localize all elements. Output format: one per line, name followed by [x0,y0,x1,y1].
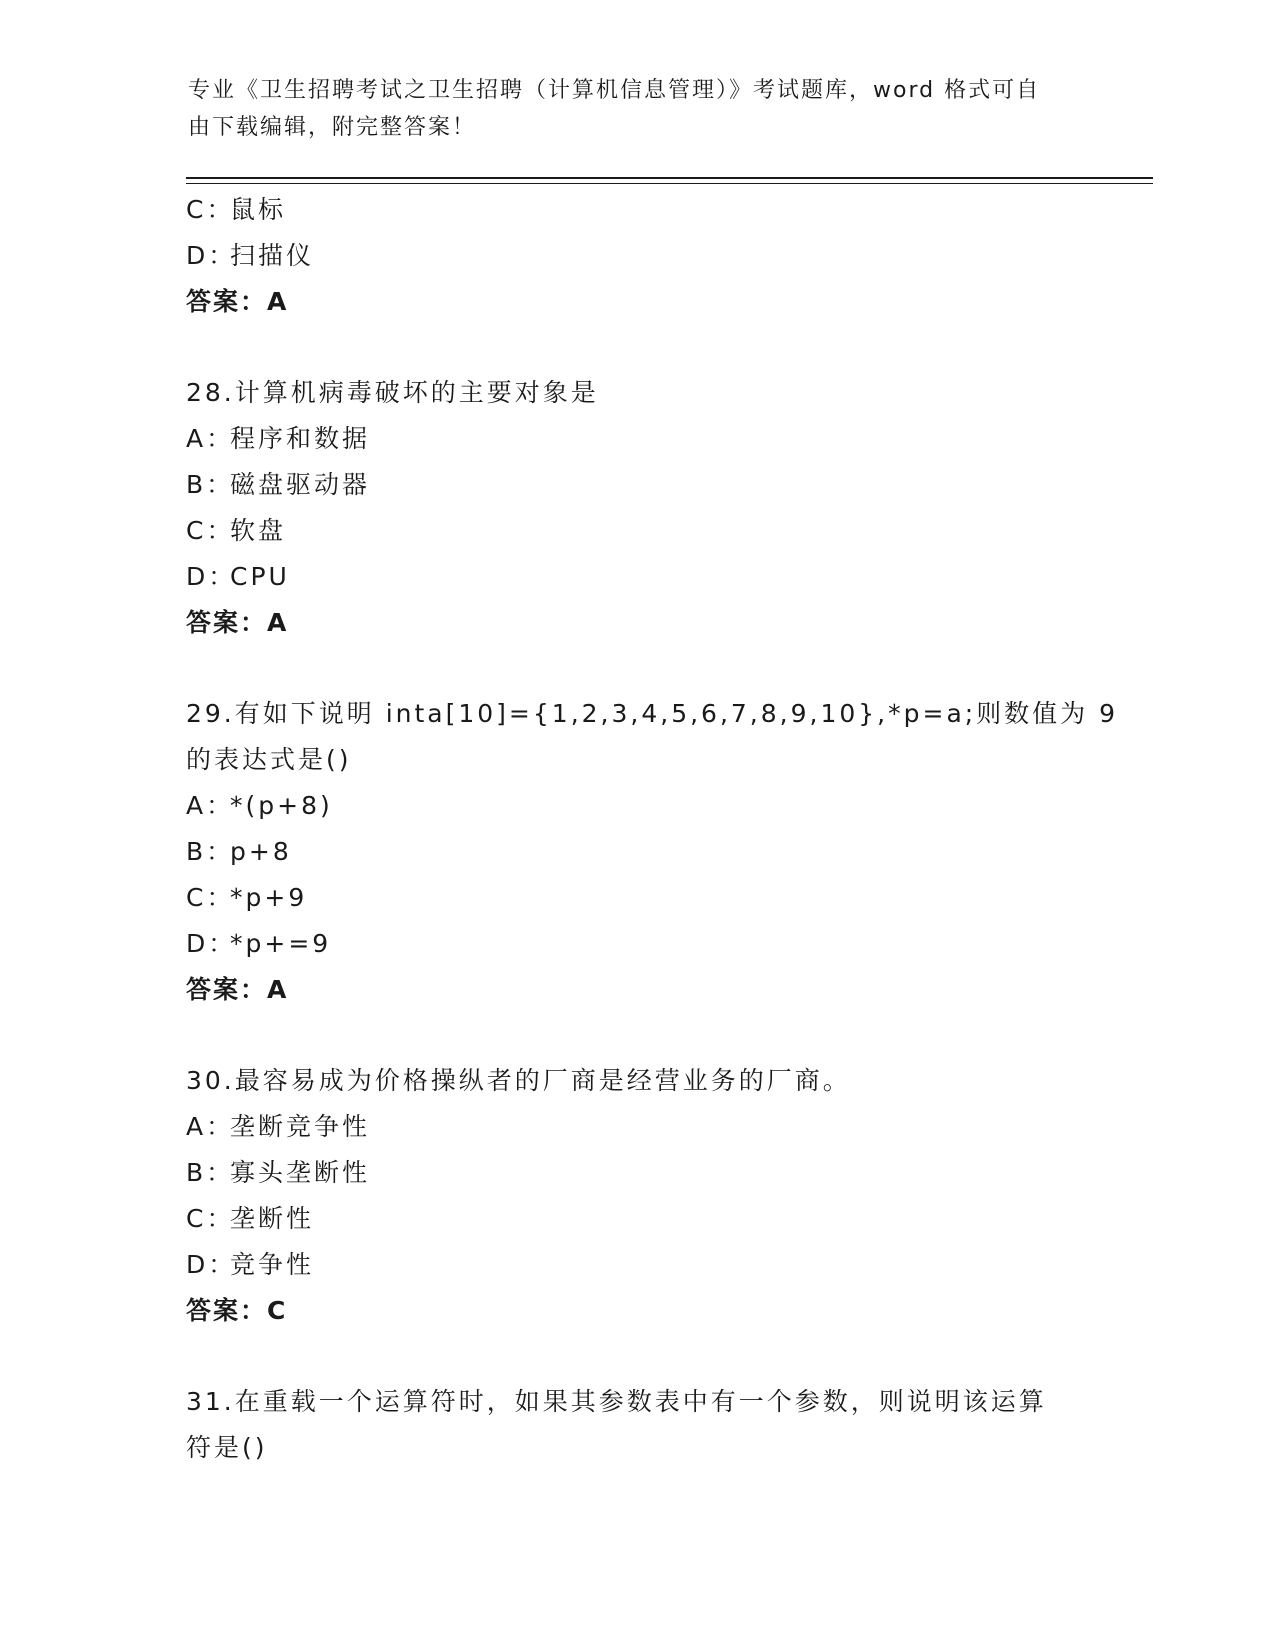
option-text: 扫描仪 [230,241,315,270]
option-text: 软盘 [230,516,287,545]
option-letter: D： [186,929,237,958]
option-letter: A： [186,791,235,820]
option-text: 寡头垄断性 [230,1158,371,1187]
option-b [186,462,1086,508]
option-text: *(p+8) [230,791,333,820]
option-b [186,829,1086,875]
option-letter: C： [186,883,235,912]
question-stem-continued: 符是() [186,1433,268,1462]
header-line-1: 专业《卫生招聘考试之卫生招聘（计算机信息管理）》考试题库，word 格式可自 [188,78,1041,103]
option-d [186,233,1086,279]
question-stem: 31.在重载一个运算符时，如果其参数表中有一个参数，则说明该运算 [186,1387,1047,1416]
option-c [186,875,1086,921]
option-text: *p+9 [230,883,308,912]
option-letter: C： [186,1204,235,1233]
spacer [186,1013,1086,1058]
answer-line: 答案：A [186,287,289,316]
option-a [186,783,1086,829]
option-a [186,1104,1086,1150]
option-letter: B： [186,837,235,866]
option-letter: D： [186,241,237,270]
option-letter: C： [186,195,235,224]
question-stem: 30.最容易成为价格操纵者的厂商是经营业务的厂商。 [186,1066,851,1095]
option-letter: A： [186,424,235,453]
option-text: 垄断竞争性 [230,1112,371,1141]
option-text: 磁盘驱动器 [230,470,371,499]
option-d [186,554,1086,600]
answer-line: 答案：A [186,608,289,637]
question-29 [186,691,1119,1013]
answer-line: 答案：C [186,1296,288,1325]
option-d [186,921,1086,967]
question-28 [186,370,1086,646]
spacer [186,1334,1086,1379]
previous-question-tail [186,187,1086,325]
option-text: 竞争性 [230,1250,315,1279]
option-a [186,416,1086,462]
option-d [186,1242,1086,1288]
option-c [186,187,1086,233]
option-letter: B： [186,1158,235,1187]
header-divider-thin [186,183,1153,184]
question-stem-continued: 的表达式是() [186,745,352,774]
option-text: *p+=9 [230,929,332,958]
option-text: 垄断性 [230,1204,315,1233]
option-c [186,1196,1086,1242]
spacer [186,325,1086,370]
answer-line: 答案：A [186,975,289,1004]
option-letter: B： [186,470,235,499]
option-c [186,508,1086,554]
option-text: 鼠标 [230,195,287,224]
option-b [186,1150,1086,1196]
header-line-2: 由下载编辑，附完整答案！ [188,115,477,140]
option-letter: A： [186,1112,235,1141]
question-31 [186,1379,1086,1471]
option-text: CPU [230,562,290,591]
question-stem: 29.有如下说明 inta[10]={1,2,3,4,5,6,7,8,9,10},*p=a;则数值为 9 [186,699,1119,728]
option-letter: D： [186,1250,237,1279]
header-divider-thick [186,177,1153,179]
option-text: p+8 [230,837,292,866]
document-header [188,72,1068,146]
option-letter: C： [186,516,235,545]
question-30 [186,1058,1086,1334]
spacer [186,646,1086,691]
question-list [186,187,1119,1471]
option-letter: D： [186,562,237,591]
option-text: 程序和数据 [230,424,371,453]
question-stem: 28.计算机病毒破坏的主要对象是 [186,378,599,407]
